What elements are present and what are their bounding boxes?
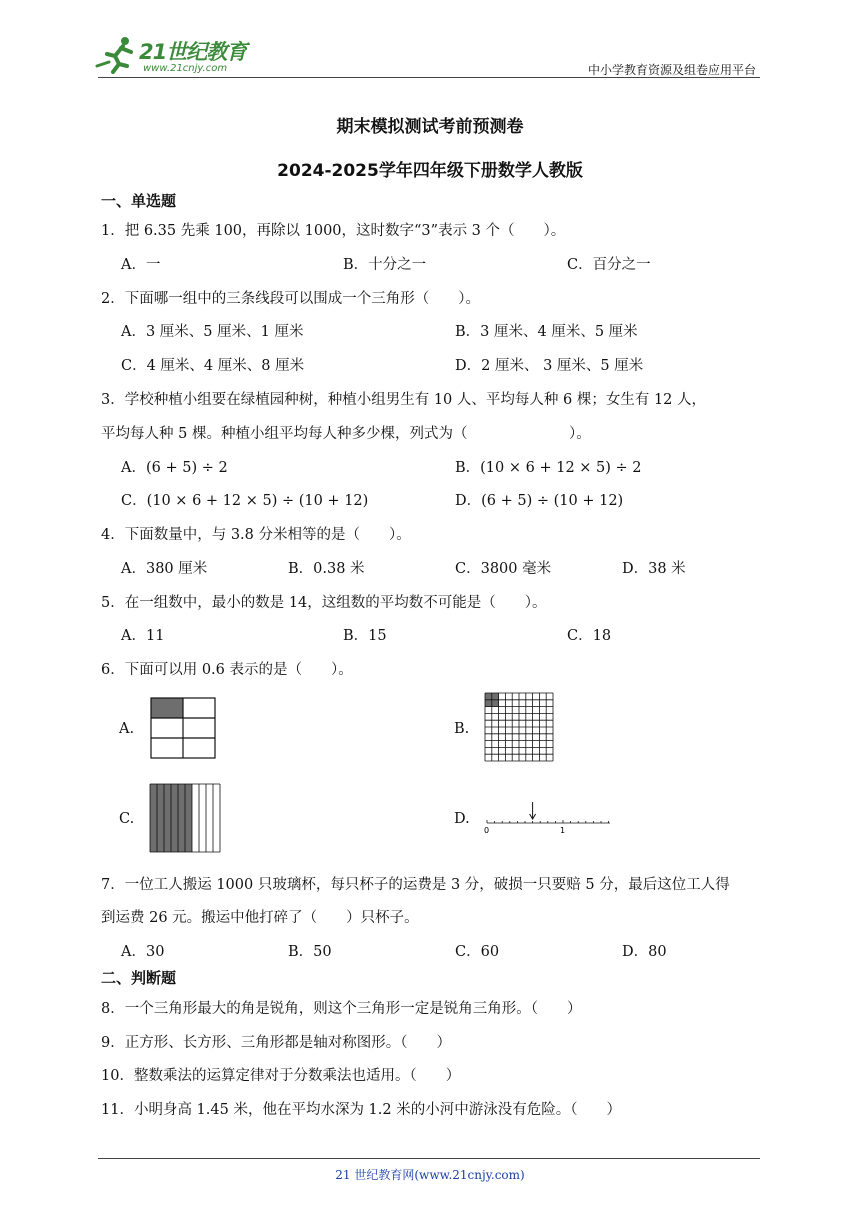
figure-a-grid-2x3 — [150, 697, 216, 759]
shaded-cell — [492, 693, 499, 700]
figure-b-hundred-grid — [484, 692, 554, 762]
section-heading-single-choice: 一、单选题 — [101, 192, 177, 210]
shaded-cell — [485, 693, 492, 700]
figure-d-number-line — [482, 800, 614, 836]
question-11: 11．小明身高 1.45 米，他在平均水深为 1.2 米的小河中游泳没有危险。（ ） — [101, 1102, 621, 1118]
question-4-option-a: A．380 厘米 — [121, 561, 208, 577]
shaded-strip — [185, 784, 192, 852]
shaded-cell — [492, 700, 499, 707]
question-6-option-a-label: A. — [119, 721, 135, 737]
question-1: 1．把 6.35 先乘 100，再除以 1000，这时数字“3”表示 3 个（ ）。 — [101, 223, 566, 239]
logo-url: www.21cnjy.com — [143, 63, 228, 74]
question-3-option-a: A．(6 + 5) ÷ 2 — [121, 460, 228, 476]
question-4-option-b: B．0.38 米 — [288, 561, 365, 577]
question-4-option-c: C．3800 毫米 — [455, 561, 552, 577]
question-6-option-b-label: B. — [454, 721, 470, 737]
question-7-option-c: C．60 — [455, 944, 500, 960]
question-3-line-1: 3．学校种植小组要在绿植园种树，种植小组男生有 10 人、平均每人种 6 棵；女生有 12 人， — [101, 392, 707, 408]
footer-rule — [98, 1158, 760, 1159]
shaded-strip — [150, 784, 157, 852]
question-3-option-c: C．(10 × 6 + 12 × 5) ÷ (10 + 12) — [121, 493, 369, 509]
question-4-option-d: D．38 米 — [622, 561, 686, 577]
shaded-cell — [485, 700, 492, 707]
question-2: 2．下面哪一组中的三条线段可以围成一个三角形（ ）。 — [101, 291, 480, 307]
question-1-option-c: C．百分之一 — [567, 257, 651, 273]
question-7-line-1: 7．一位工人搬运 1000 只玻璃杯，每只杯子的运费是 3 分，破损一只要赔 5 分，最后这位工人得 — [101, 877, 730, 893]
question-10: 10．整数乘法的运算定律对于分数乘法也适用。（ ） — [101, 1068, 461, 1084]
header-rule — [98, 77, 760, 78]
question-3-line-2: 平均每人种 5 棵。种植小组平均每人种多少棵，列式为（ ）。 — [101, 426, 591, 442]
numberline-label-1: 1 — [560, 826, 566, 835]
question-1-option-b: B．十分之一 — [343, 257, 427, 273]
footer-link[interactable]: 21 世纪教育网(www.21cnjy.com) — [335, 1168, 525, 1182]
section-heading-true-false: 二、判断题 — [101, 969, 177, 987]
shaded-strip — [157, 784, 164, 852]
question-7-option-d: D．80 — [622, 944, 667, 960]
logo-text: 21世纪教育 — [139, 40, 247, 64]
page-subtitle: 2024-2025学年四年级下册数学人教版 — [277, 161, 583, 181]
question-6: 6．下面可以用 0.6 表示的是（ ）。 — [101, 662, 353, 678]
question-4: 4．下面数量中，与 3.8 分米相等的是（ ）。 — [101, 527, 411, 543]
logo — [95, 36, 265, 76]
question-5-option-c: C．18 — [567, 628, 612, 644]
question-5: 5．在一组数中，最小的数是 14，这组数的平均数不可能是（ ）。 — [101, 595, 547, 611]
shaded-strip — [178, 784, 185, 852]
question-2-option-b: B．3 厘米、4 厘米、5 厘米 — [455, 324, 638, 340]
question-2-option-c: C．4 厘米、4 厘米、8 厘米 — [121, 358, 305, 374]
numberline-label-0: 0 — [484, 826, 490, 835]
question-8: 8．一个三角形最大的角是锐角，则这个三角形一定是锐角三角形。（ ） — [101, 1001, 582, 1017]
question-9: 9．正方形、长方形、三角形都是轴对称图形。（ ） — [101, 1035, 451, 1051]
page-title: 期末模拟测试考前预测卷 — [336, 117, 524, 137]
question-6-option-c-label: C. — [119, 811, 135, 827]
running-man-icon — [95, 36, 137, 74]
question-1-option-a: A．一 — [121, 257, 161, 273]
question-6-option-d-label: D. — [454, 811, 470, 827]
question-2-option-d: D．2 厘米、 3 厘米、5 厘米 — [455, 358, 644, 374]
question-2-option-a: A．3 厘米、5 厘米、1 厘米 — [121, 324, 304, 340]
question-3-option-d: D．(6 + 5) ÷ (10 + 12) — [455, 493, 624, 509]
question-7-option-b: B．50 — [288, 944, 332, 960]
question-7-option-a: A．30 — [121, 944, 165, 960]
shaded-strip — [171, 784, 178, 852]
question-7-line-2: 到运费 26 元。搬运中他打碎了（ ）只杯子。 — [101, 910, 419, 926]
header-right-text: 中小学教育资源及组卷应用平台 — [587, 63, 756, 77]
question-3-option-b: B．(10 × 6 + 12 × 5) ÷ 2 — [455, 460, 642, 476]
question-5-option-b: B．15 — [343, 628, 387, 644]
shaded-strip — [164, 784, 171, 852]
figure-c-ten-strips — [149, 783, 221, 853]
question-5-option-a: A．11 — [121, 628, 165, 644]
